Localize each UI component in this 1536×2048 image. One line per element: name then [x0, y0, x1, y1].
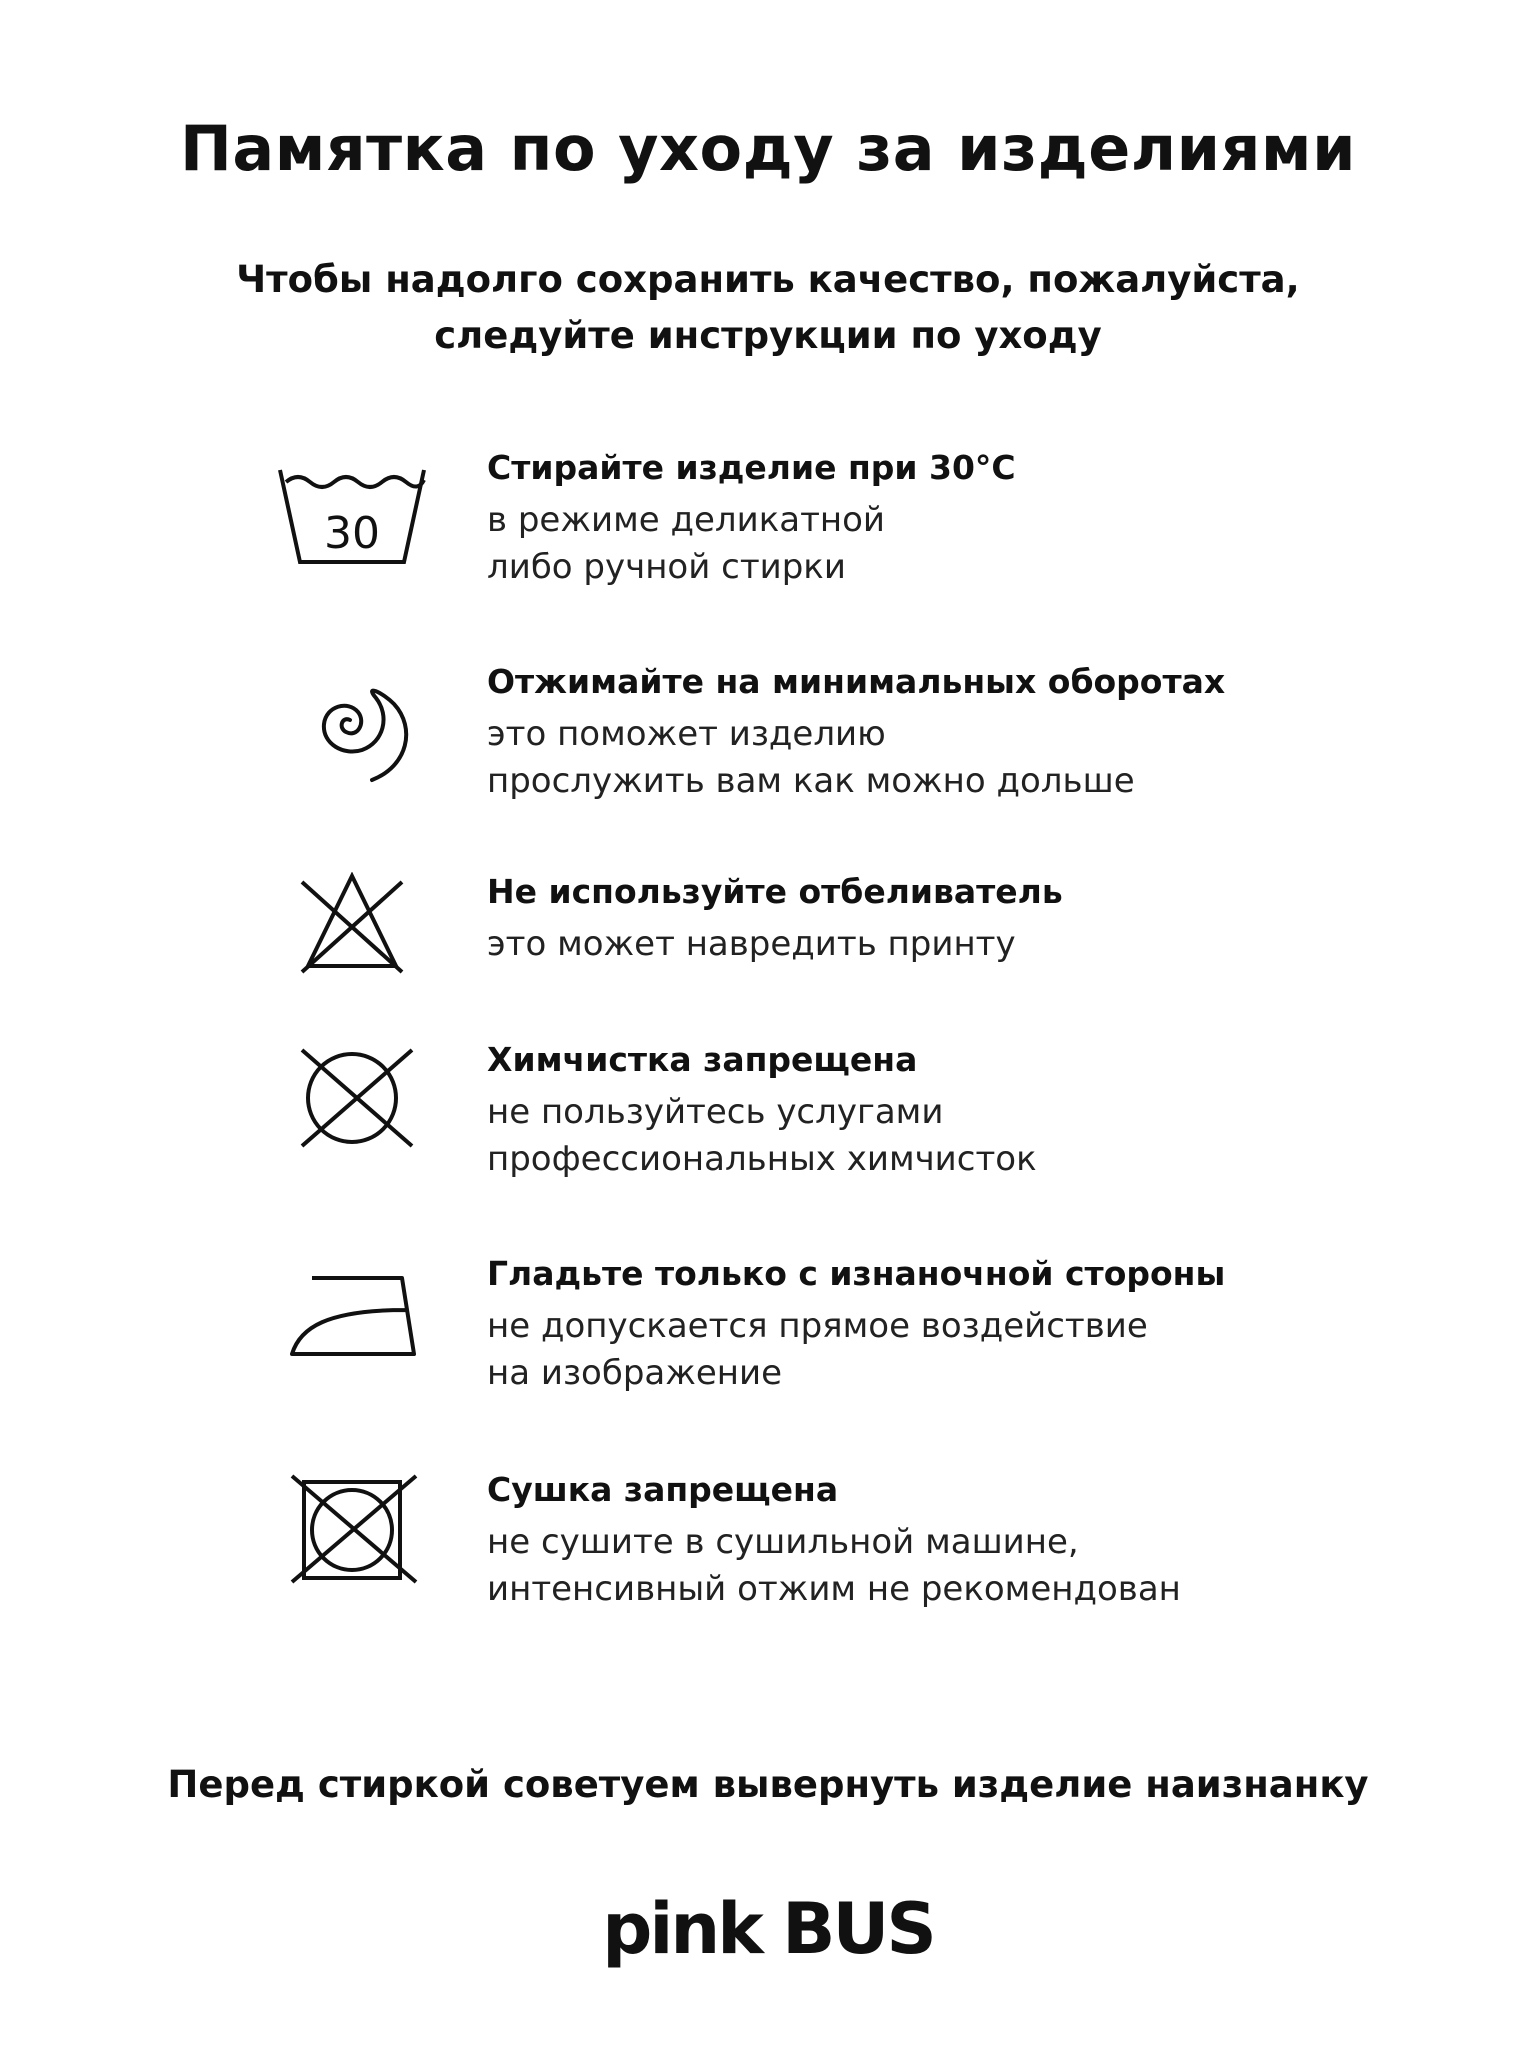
page-subtitle: [0, 252, 1536, 364]
brand-logo: pink BUS: [602, 1888, 934, 1970]
wash-temperature-label: 30: [324, 508, 380, 559]
no-bleach-icon: [272, 872, 432, 982]
care-item-dry-clean: [0, 1040, 1536, 1240]
care-description: это поможет изделию прослужить вам как можно дольше: [487, 714, 1135, 801]
care-heading: Сушка запрещена: [487, 1470, 839, 1509]
footer-note: Перед стиркой советуем вывернуть изделие наизнанку: [167, 1763, 1369, 1806]
no-dry-clean-icon: [272, 1040, 432, 1150]
care-description: не сушите в сушильной машине, интенсивный отжим не рекомендован: [487, 1522, 1181, 1609]
care-heading: Отжимайте на минимальных оборотах: [487, 662, 1226, 701]
care-item-spin: [0, 662, 1536, 862]
care-heading: Стирайте изделие при 30°С: [487, 448, 1016, 487]
spin-spiral-icon: [272, 662, 432, 792]
care-item-tumble-dry: [0, 1470, 1536, 1670]
care-item-wash: [0, 448, 1536, 648]
wash-30-icon: [272, 448, 432, 568]
care-item-iron: [0, 1254, 1536, 1454]
care-heading: Гладьте только с изнаночной стороны: [487, 1254, 1226, 1293]
subtitle-line-2: следуйте инструкции по уходу: [434, 314, 1102, 357]
care-heading: Химчистка запрещена: [487, 1040, 918, 1079]
page-title: Памятка по уходу за изделиями: [179, 112, 1357, 185]
subtitle-line-1: Чтобы надолго сохранить качество, пожалуйста,: [236, 258, 1300, 301]
care-description: не допускается прямое воздействие на изображение: [487, 1306, 1148, 1393]
care-description: не пользуйтесь услугами профессиональных химчисток: [487, 1092, 1037, 1179]
iron-icon: [272, 1254, 432, 1364]
care-heading: Не используйте отбеливатель: [487, 872, 1063, 911]
care-description: это может навредить принту: [487, 924, 1016, 964]
care-description: в режиме деликатной либо ручной стирки: [487, 500, 886, 587]
no-tumble-dry-icon: [272, 1470, 432, 1590]
